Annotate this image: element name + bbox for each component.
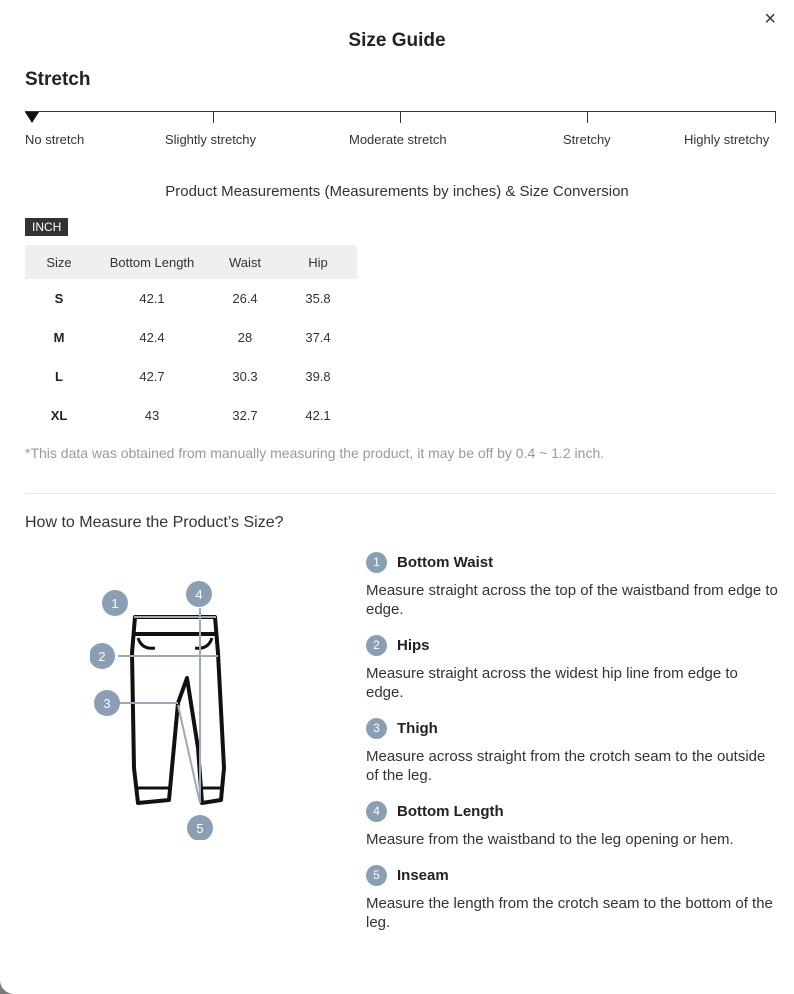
instruction-title: Thigh	[397, 719, 438, 737]
unit-tab-inch[interactable]: INCH	[25, 218, 68, 236]
table-row	[25, 279, 357, 318]
stretch-label-high: Highly stretchy	[684, 132, 770, 147]
column-header: Hip	[279, 245, 357, 279]
instruction-item	[366, 634, 778, 702]
dialog-title: Size Guide	[348, 30, 446, 51]
stretch-label-none: No stretch	[25, 132, 85, 147]
instruction-text: Measure from the waistband to the leg opening or hem.	[366, 831, 734, 848]
marker-label-4: 4	[195, 587, 203, 602]
close-icon[interactable]: ×	[764, 8, 776, 30]
hip-cell: 39.8	[305, 369, 331, 384]
scale-tick	[587, 112, 588, 123]
bottom-length-cell: 42.1	[139, 291, 165, 306]
instruction-text: Measure straight across the widest hip line from edge to edge.	[366, 665, 738, 701]
instruction-title: Bottom Waist	[397, 553, 494, 571]
waist-cell: 26.4	[232, 291, 258, 306]
waist-cell: 30.3	[232, 369, 258, 384]
instruction-item	[366, 551, 778, 619]
measurement-note: *This data was obtained from manually measuring the product, it may be off by 0.4 ~ 1.2 inch.	[25, 445, 605, 461]
number-badge: 1	[366, 552, 387, 573]
size-cell: XL	[50, 408, 68, 423]
measurements-subtitle: Product Measurements (Measurements by inches) & Size Conversion	[165, 183, 629, 200]
instruction-item	[366, 864, 778, 932]
table-row	[25, 396, 357, 435]
bottom-length-cell: 42.4	[139, 330, 165, 345]
hip-cell: 35.8	[305, 291, 331, 306]
stretch-scale	[25, 111, 776, 123]
scale-tick	[775, 112, 776, 123]
size-table	[25, 245, 357, 435]
number-badge: 3	[366, 718, 387, 739]
instruction-text: Measure across straight from the crotch seam to the outside of the leg.	[366, 748, 766, 784]
number-badge: 4	[366, 801, 387, 822]
stretch-label-slight: Slightly stretchy	[165, 132, 257, 147]
instruction-title: Hips	[397, 636, 430, 654]
marker-label-5: 5	[196, 821, 204, 836]
marker-label-1: 1	[111, 596, 119, 611]
bottom-length-cell: 42.7	[139, 369, 165, 384]
column-header: Waist	[211, 245, 279, 279]
number-badge: 2	[366, 635, 387, 656]
scale-tick	[400, 112, 401, 123]
how-to-measure-title: How to Measure the Product’s Size?	[25, 514, 284, 531]
marker-label-2: 2	[98, 649, 106, 664]
stretch-label-moderate: Moderate stretch	[349, 132, 447, 147]
pants-outline	[132, 617, 224, 803]
size-cell: L	[55, 369, 63, 384]
waist-cell: 28	[237, 330, 253, 345]
pants-diagram	[90, 578, 230, 840]
hip-cell: 37.4	[305, 330, 331, 345]
stretch-indicator-icon	[25, 112, 39, 123]
stretch-heading: Stretch	[25, 69, 91, 90]
column-header: Size	[25, 245, 93, 279]
section-divider	[25, 493, 776, 494]
table-row	[25, 357, 357, 396]
instruction-item	[366, 800, 778, 849]
hip-cell: 42.1	[305, 408, 331, 423]
instruction-item	[366, 717, 778, 785]
measure-instructions	[366, 551, 778, 947]
right-pocket	[195, 638, 212, 648]
column-header: Bottom Length	[93, 245, 211, 279]
instruction-title: Inseam	[397, 866, 449, 884]
waist-cell: 32.7	[232, 408, 258, 423]
marker-label-3: 3	[103, 696, 111, 711]
instruction-text: Measure straight across the top of the waistband from edge to edge.	[366, 582, 778, 618]
instruction-title: Bottom Length	[397, 802, 504, 820]
number-badge: 5	[366, 865, 387, 886]
size-cell: M	[53, 330, 65, 345]
size-cell: S	[54, 291, 64, 306]
left-pocket	[138, 638, 155, 648]
scale-tick	[213, 112, 214, 123]
stretch-label-stretchy: Stretchy	[563, 132, 611, 147]
instruction-text: Measure the length from the crotch seam to the bottom of the leg.	[366, 895, 773, 931]
table-row	[25, 318, 357, 357]
table-header-row	[25, 245, 357, 279]
bottom-length-cell: 43	[144, 408, 160, 423]
